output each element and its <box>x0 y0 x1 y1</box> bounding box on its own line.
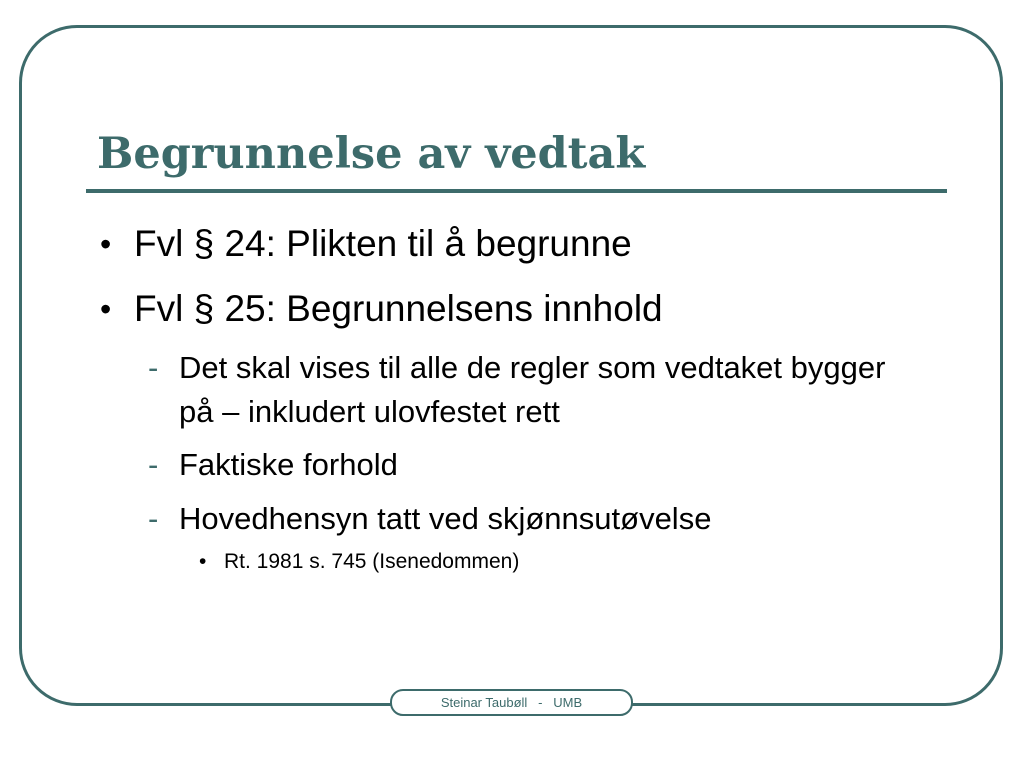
dash-icon: - <box>148 501 159 536</box>
dash-icon: - <box>148 447 159 482</box>
footer-label: Steinar Taubøll - UMB <box>390 689 633 716</box>
small-bullet-dot-icon: • <box>199 550 207 573</box>
sub-bullet-text: Det skal vises til alle de regler som vedtaket bygger på – inkludert ulovfestet rett <box>179 350 886 429</box>
bullet-text: Fvl § 25: Begrunnelsens innhold <box>134 288 663 329</box>
dash-icon: - <box>148 350 159 385</box>
bullet-dot-icon: • <box>100 226 112 262</box>
title-underline <box>86 189 947 193</box>
sub-sub-bullet-text: Rt. 1981 s. 745 (Isenedommen) <box>224 550 520 573</box>
slide-title: Begrunnelse av vedtak <box>97 129 646 179</box>
bullet-dot-icon: • <box>100 291 112 327</box>
bullet-text: Fvl § 24: Plikten til å begrunne <box>134 223 632 264</box>
sub-bullet-text: Faktiske forhold <box>179 447 398 482</box>
sub-bullet-text: Hovedhensyn tatt ved skjønnsutøvelse <box>179 501 712 536</box>
